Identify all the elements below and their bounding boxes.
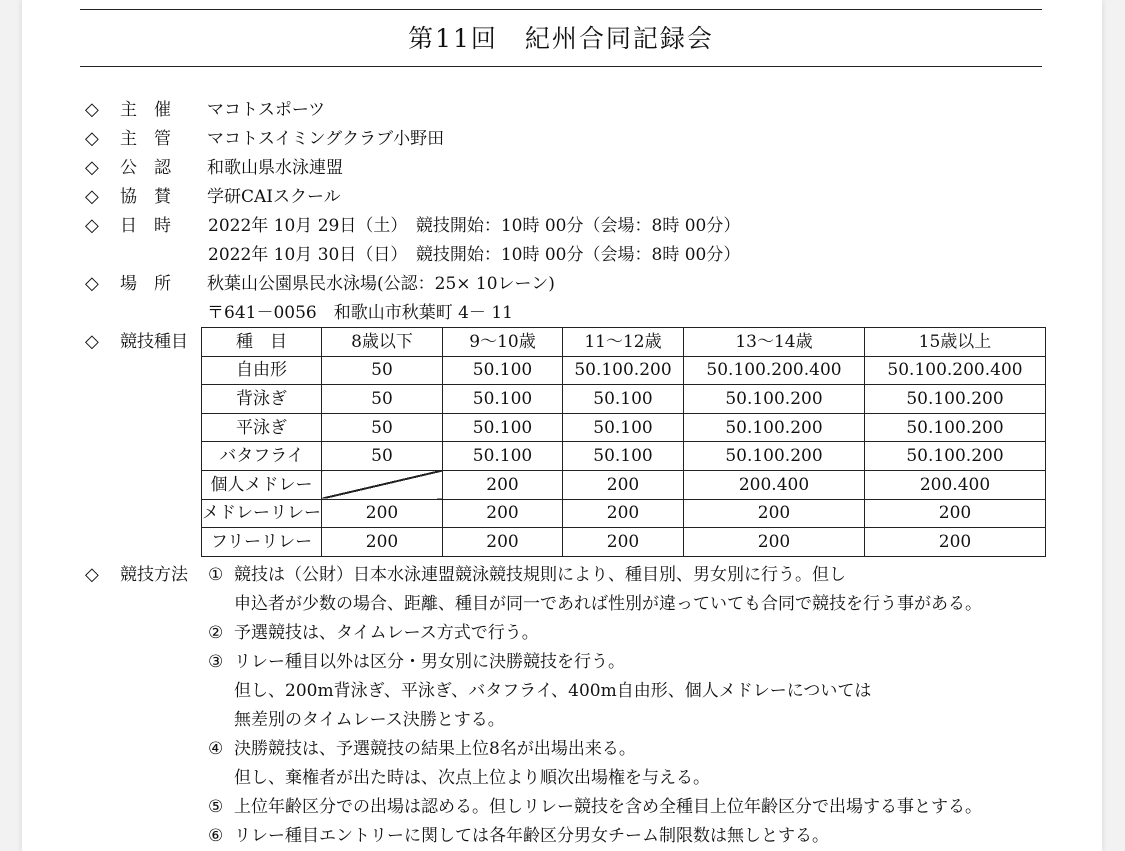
method-text: リレー種目以外は区分・男女別に決勝競技を行う。 [234,652,625,672]
item-number: ④ [208,739,224,759]
table-cell: 50.100.200 [865,413,1046,442]
info-value: 和歌山県水泳連盟 [207,158,343,178]
info-value: マコトスポーツ [207,100,326,120]
info-value-2: 2022年 10月 30日（日） 競技開始：10時 00分（会場：8時 00分） [208,245,741,265]
method-text: 予選競技は、タイムレース方式で行う。 [234,623,539,643]
not-applicable-cell [322,470,443,499]
top-rule [80,9,1042,10]
table-cell: 50.100 [443,356,563,385]
event-name-cell: メドレーリレー [202,499,322,528]
diamond-bullet-icon: ◇ [85,331,99,352]
table-cell: 50.100 [563,385,684,414]
info-label: 日 時 [120,216,171,236]
header-cell: 8歳以下 [322,328,443,357]
item-number: ③ [208,652,224,672]
table-cell: 200 [443,499,563,528]
table-row [202,470,1046,499]
event-name-cell: 背泳ぎ [202,385,322,414]
method-text: 上位年齢区分での出場は認める。但しリレー競技を含め全種目上位年齢区分で出場する事とする。 [234,797,982,817]
table-cell: 200 [865,528,1046,557]
table-cell: 50 [322,356,443,385]
info-label: 公 認 [120,158,171,178]
item-number: ⑥ [208,826,224,846]
table-cell: 50.100 [443,442,563,471]
table-cell: 50.100.200 [865,385,1046,414]
table-cell: 200 [684,528,865,557]
table-header-row [202,328,1046,357]
diamond-bullet-icon: ◇ [85,157,99,178]
event-name-cell: 平泳ぎ [202,413,322,442]
info-label: 主 管 [120,129,171,149]
event-name-cell: フリーリレー [202,528,322,557]
table-cell: 200 [563,528,684,557]
header-cell: 11～12歳 [563,328,684,357]
table-cell: 200 [443,528,563,557]
event-name-cell: 自由形 [202,356,322,385]
table-cell: 200 [322,499,443,528]
table-cell: 200 [563,470,684,499]
title-underline [80,66,1042,67]
document-page [22,0,1102,851]
table-cell: 200 [322,528,443,557]
info-value: 秋葉山公園県民水泳場(公認：25× 10レーン) [207,274,555,294]
table-cell: 50.100 [443,385,563,414]
info-label: 主 催 [120,100,171,120]
table-cell: 200.400 [865,470,1046,499]
table-cell: 50.100.200 [563,356,684,385]
diamond-bullet-icon: ◇ [85,128,99,149]
info-value: 学研CAIスクール [207,187,341,207]
diamond-bullet-icon: ◇ [85,564,99,585]
item-number: ① [208,565,224,585]
table-cell: 50.100.200 [684,442,865,471]
info-label: 協 賛 [120,187,171,207]
table-cell: 200.400 [684,470,865,499]
table-row [202,499,1046,528]
header-cell: 種 目 [202,328,322,357]
info-label: 場 所 [120,274,171,294]
item-number: ② [208,623,224,643]
table-cell: 50.100.200 [865,442,1046,471]
method-text: 但し、棄権者が出た時は、次点上位より順次出場権を与える。 [234,768,710,788]
table-cell: 50.100.200.400 [684,356,865,385]
table-cell: 50.100 [563,442,684,471]
table-cell: 50.100.200 [684,413,865,442]
method-text: 但し、200m背泳ぎ、平泳ぎ、バタフライ、400m自由形、個人メドレーについては [234,681,872,701]
method-text: 決勝競技は、予選競技の結果上位8名が出場出来る。 [234,739,636,759]
info-address: 〒641－0056 和歌山市秋葉町 4－ 11 [207,303,513,323]
table-cell: 50 [322,413,443,442]
table-row [202,413,1046,442]
method-label: 競技方法 [120,565,188,585]
info-value: マコトスイミングクラブ小野田 [207,129,445,149]
page-title: 第11回 紀州合同記録会 [408,24,714,53]
table-cell: 200 [684,499,865,528]
table-cell: 200 [443,470,563,499]
diamond-bullet-icon: ◇ [85,99,99,120]
diamond-bullet-icon: ◇ [85,273,99,294]
table-cell: 50.100.200 [684,385,865,414]
event-name-cell: バタフライ [202,442,322,471]
table-row [202,356,1046,385]
header-cell: 15歳以上 [865,328,1046,357]
event-name-cell: 個人メドレー [202,470,322,499]
table-cell: 50 [322,385,443,414]
method-text: 競技は（公財）日本水泳連盟競泳競技規則により、種目別、男女別に行う。但し [234,565,846,585]
table-cell: 50.100.200.400 [865,356,1046,385]
header-cell: 9～10歳 [443,328,563,357]
table-row [202,442,1046,471]
header-cell: 13～14歳 [684,328,865,357]
item-number: ⑤ [208,797,224,817]
table-cell: 200 [865,499,1046,528]
diamond-bullet-icon: ◇ [85,186,99,207]
table-row [202,385,1046,414]
method-text: 無差別のタイムレース決勝とする。 [234,710,505,730]
table-cell: 50 [322,442,443,471]
diamond-bullet-icon: ◇ [85,215,99,236]
table-cell: 50.100 [563,413,684,442]
method-text: リレー種目エントリーに関しては各年齢区分男女チーム制限数は無しとする。 [234,826,829,846]
info-value: 2022年 10月 29日（土） 競技開始：10時 00分（会場：8時 00分） [208,216,741,236]
table-cell: 50.100 [443,413,563,442]
method-text: 申込者が少数の場合、距離、種目が同一であれば性別が違っていても合同で競技を行う事がある。 [234,594,982,614]
events-table [201,327,1046,557]
events-label: 競技種目 [120,332,188,352]
table-cell: 200 [563,499,684,528]
table-row [202,528,1046,557]
